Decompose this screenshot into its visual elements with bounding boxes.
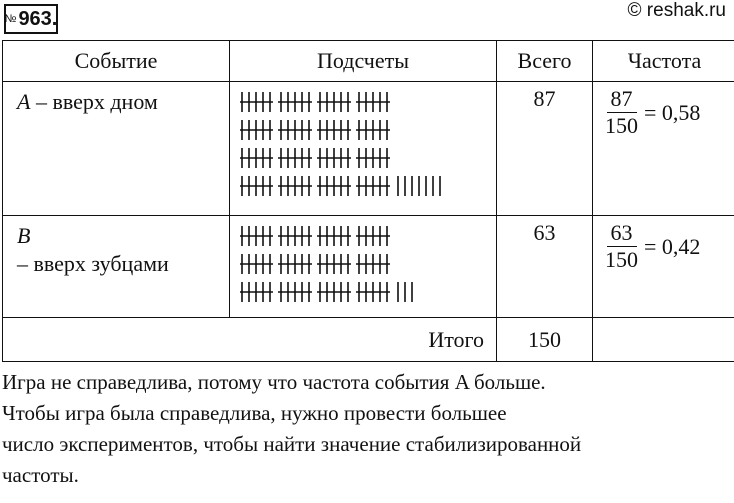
conclusion-line-2: Чтобы игра была справедлива, нужно провести большее: [2, 401, 507, 425]
footer-empty-cell: [593, 318, 734, 362]
tally-line: [240, 222, 496, 250]
tally-line: [240, 116, 496, 144]
event-b-cell: [3, 216, 230, 318]
frequency-b-numerator: 63: [607, 220, 637, 247]
table-row-event-a: [3, 82, 734, 216]
tally-line: [240, 88, 496, 116]
table-header-row: [3, 41, 734, 82]
tally-marks: [240, 252, 490, 276]
event-b-letter: B: [17, 223, 31, 248]
frequency-b-denominator: 150: [605, 247, 638, 272]
frequency-a-fraction: [605, 86, 638, 139]
conclusion-line-1: Игра не справедлива, потому что частота события A больше.: [2, 370, 546, 394]
frequency-a-denominator: 150: [605, 113, 638, 138]
table-footer-row: [3, 318, 734, 362]
header-tallies: Подсчеты: [230, 41, 497, 82]
event-a-text: – вверх дном: [35, 89, 158, 114]
frequency-a-cell: [593, 82, 734, 216]
problem-number: 963.: [18, 7, 58, 30]
tally-marks: [240, 224, 490, 248]
header-total: Всего: [497, 41, 593, 82]
tally-table: [2, 40, 734, 362]
tally-marks: [240, 280, 490, 304]
tally-line: [240, 250, 496, 278]
tally-line: [240, 172, 496, 200]
event-a-letter: A: [17, 89, 31, 114]
footer-label: Итого: [3, 318, 497, 362]
conclusion-text: [2, 367, 730, 491]
site-credit: © reshak.ru: [627, 0, 726, 21]
table-row-event-b: [3, 216, 734, 318]
tally-marks: [240, 90, 490, 114]
frequency-a-value: = 0,58: [644, 99, 701, 125]
footer-total: 150: [497, 318, 593, 362]
frequency-b-cell: [593, 216, 734, 318]
conclusion-line-4: частоты.: [2, 463, 79, 487]
problem-number-badge: [4, 4, 58, 34]
number-sign: №: [4, 13, 17, 25]
tally-line: [240, 278, 496, 306]
total-a: 87: [497, 82, 593, 216]
header-frequency: Частота: [593, 41, 734, 82]
total-b: 63: [497, 216, 593, 318]
frequency-a-numerator: 87: [607, 86, 637, 113]
tally-marks: [240, 174, 490, 198]
tally-b-cell: [230, 216, 497, 318]
tally-line: [240, 144, 496, 172]
conclusion-line-3: число экспериментов, чтобы найти значение стабилизированной: [2, 432, 582, 456]
event-b-text: – вверх зубцами: [17, 251, 169, 276]
tally-marks: [240, 118, 490, 142]
event-a-cell: [3, 82, 230, 216]
tally-a-cell: [230, 82, 497, 216]
frequency-b-value: = 0,42: [644, 233, 701, 259]
tally-marks: [240, 146, 490, 170]
header-event: Событие: [3, 41, 230, 82]
frequency-b-fraction: [605, 220, 638, 273]
